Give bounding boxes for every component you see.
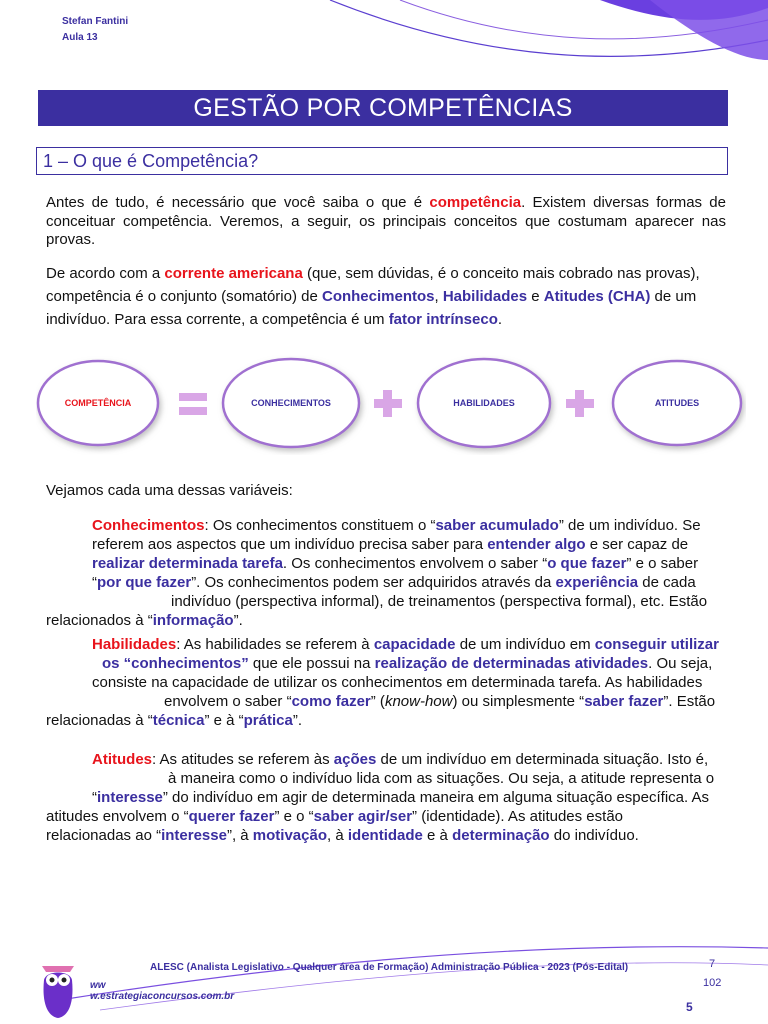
block-habilidades: Habilidades: As habilidades se referem à capacidade de um indivíduo em conseguir utilizar os “conhecimentos” que ele possui na realização de determinadas atividades. Ou seja, consiste na capacidade de utilizar os conhecimentos em determinada tarefa. As habilidades envolvem o saber “como fazer” (know-how) ou simplesmente “saber fazer”. Estão relacionadas à “técnica” e à “prática”.	[46, 636, 719, 729]
owl-logo-icon	[40, 960, 76, 1020]
paragraph-cha: De acordo com a corrente americana (que, sem dúvidas, é o conceito mais cobrado nas provas), competência é o conjunto (somatório) de Conhecimentos, Habilidades e Atitudes (CHA) de um indivíduo. Para essa corrente, a competência é um fator intrínseco.	[46, 265, 700, 328]
label-competencia: COMPETÊNCIA	[64, 398, 132, 408]
lesson-number: Aula 13	[62, 32, 98, 43]
cha-diagram	[36, 355, 746, 455]
page-number-total: 102	[703, 977, 722, 989]
block-atitudes: Atitudes: As atitudes se referem às ações de um indivíduo em determinada situação. Isto é, à maneira como o indivíduo lida com as situações. Ou seja, a atitude representa o “interesse” do indivíduo em agir de determinada maneira em alguma situação específica. As atitudes envolvem o “querer fazer” e o “saber agir/ser” (identidade). As atitudes estão relacionadas ao “interesse”, à motivação, à identidade e à determinação do indivíduo.	[46, 751, 715, 844]
equals-icon	[179, 393, 207, 415]
page-number-footer: 5	[686, 1000, 693, 1014]
section-title: 1 – O que é Competência?	[36, 147, 728, 175]
footer-website: ww w.estrategiaconcursos.com.br	[90, 980, 235, 1002]
footer-course: ALESC (Analista Legislativo - Qualquer área de Formação) Administração Pública - 2023 (Pós-Edital)	[150, 962, 629, 973]
label-atitudes: ATITUDES	[654, 398, 700, 408]
plus-icon	[566, 390, 594, 417]
page-title: GESTÃO POR COMPETÊNCIAS	[38, 90, 728, 126]
variables-intro: Vejamos cada uma dessas variáveis:	[46, 482, 293, 499]
label-conhecimentos: CONHECIMENTOS	[251, 398, 331, 408]
label-habilidades: HABILIDADES	[453, 398, 515, 408]
header-author	[62, 14, 128, 46]
page-number-current: 7	[709, 958, 716, 970]
author-name: Stefan Fantini	[62, 16, 129, 27]
block-conhecimentos: Conhecimentos: Os conhecimentos constituem o “saber acumulado” de um indivíduo. Se referem aos aspectos que um indivíduo precisa saber para entender algo e ser capaz de realizar determinada tarefa. Os conhecimentos envolvem o saber “o que fazer” e o saber “por que fazer”. Os conhecimentos podem ser adquiridos através da experiência de cada indivíduo (perspectiva informal), de treinamentos (perspectiva formal), etc. Estão relacionados à “informação”.	[46, 517, 708, 629]
paragraph-intro: Antes de tudo, é necessário que você saiba o que é competência. Existem diversas formas de conceituar competência. Veremos, a seguir, os principais conceitos que costumam aparecer nas provas.	[46, 194, 726, 248]
plus-icon	[374, 390, 402, 417]
